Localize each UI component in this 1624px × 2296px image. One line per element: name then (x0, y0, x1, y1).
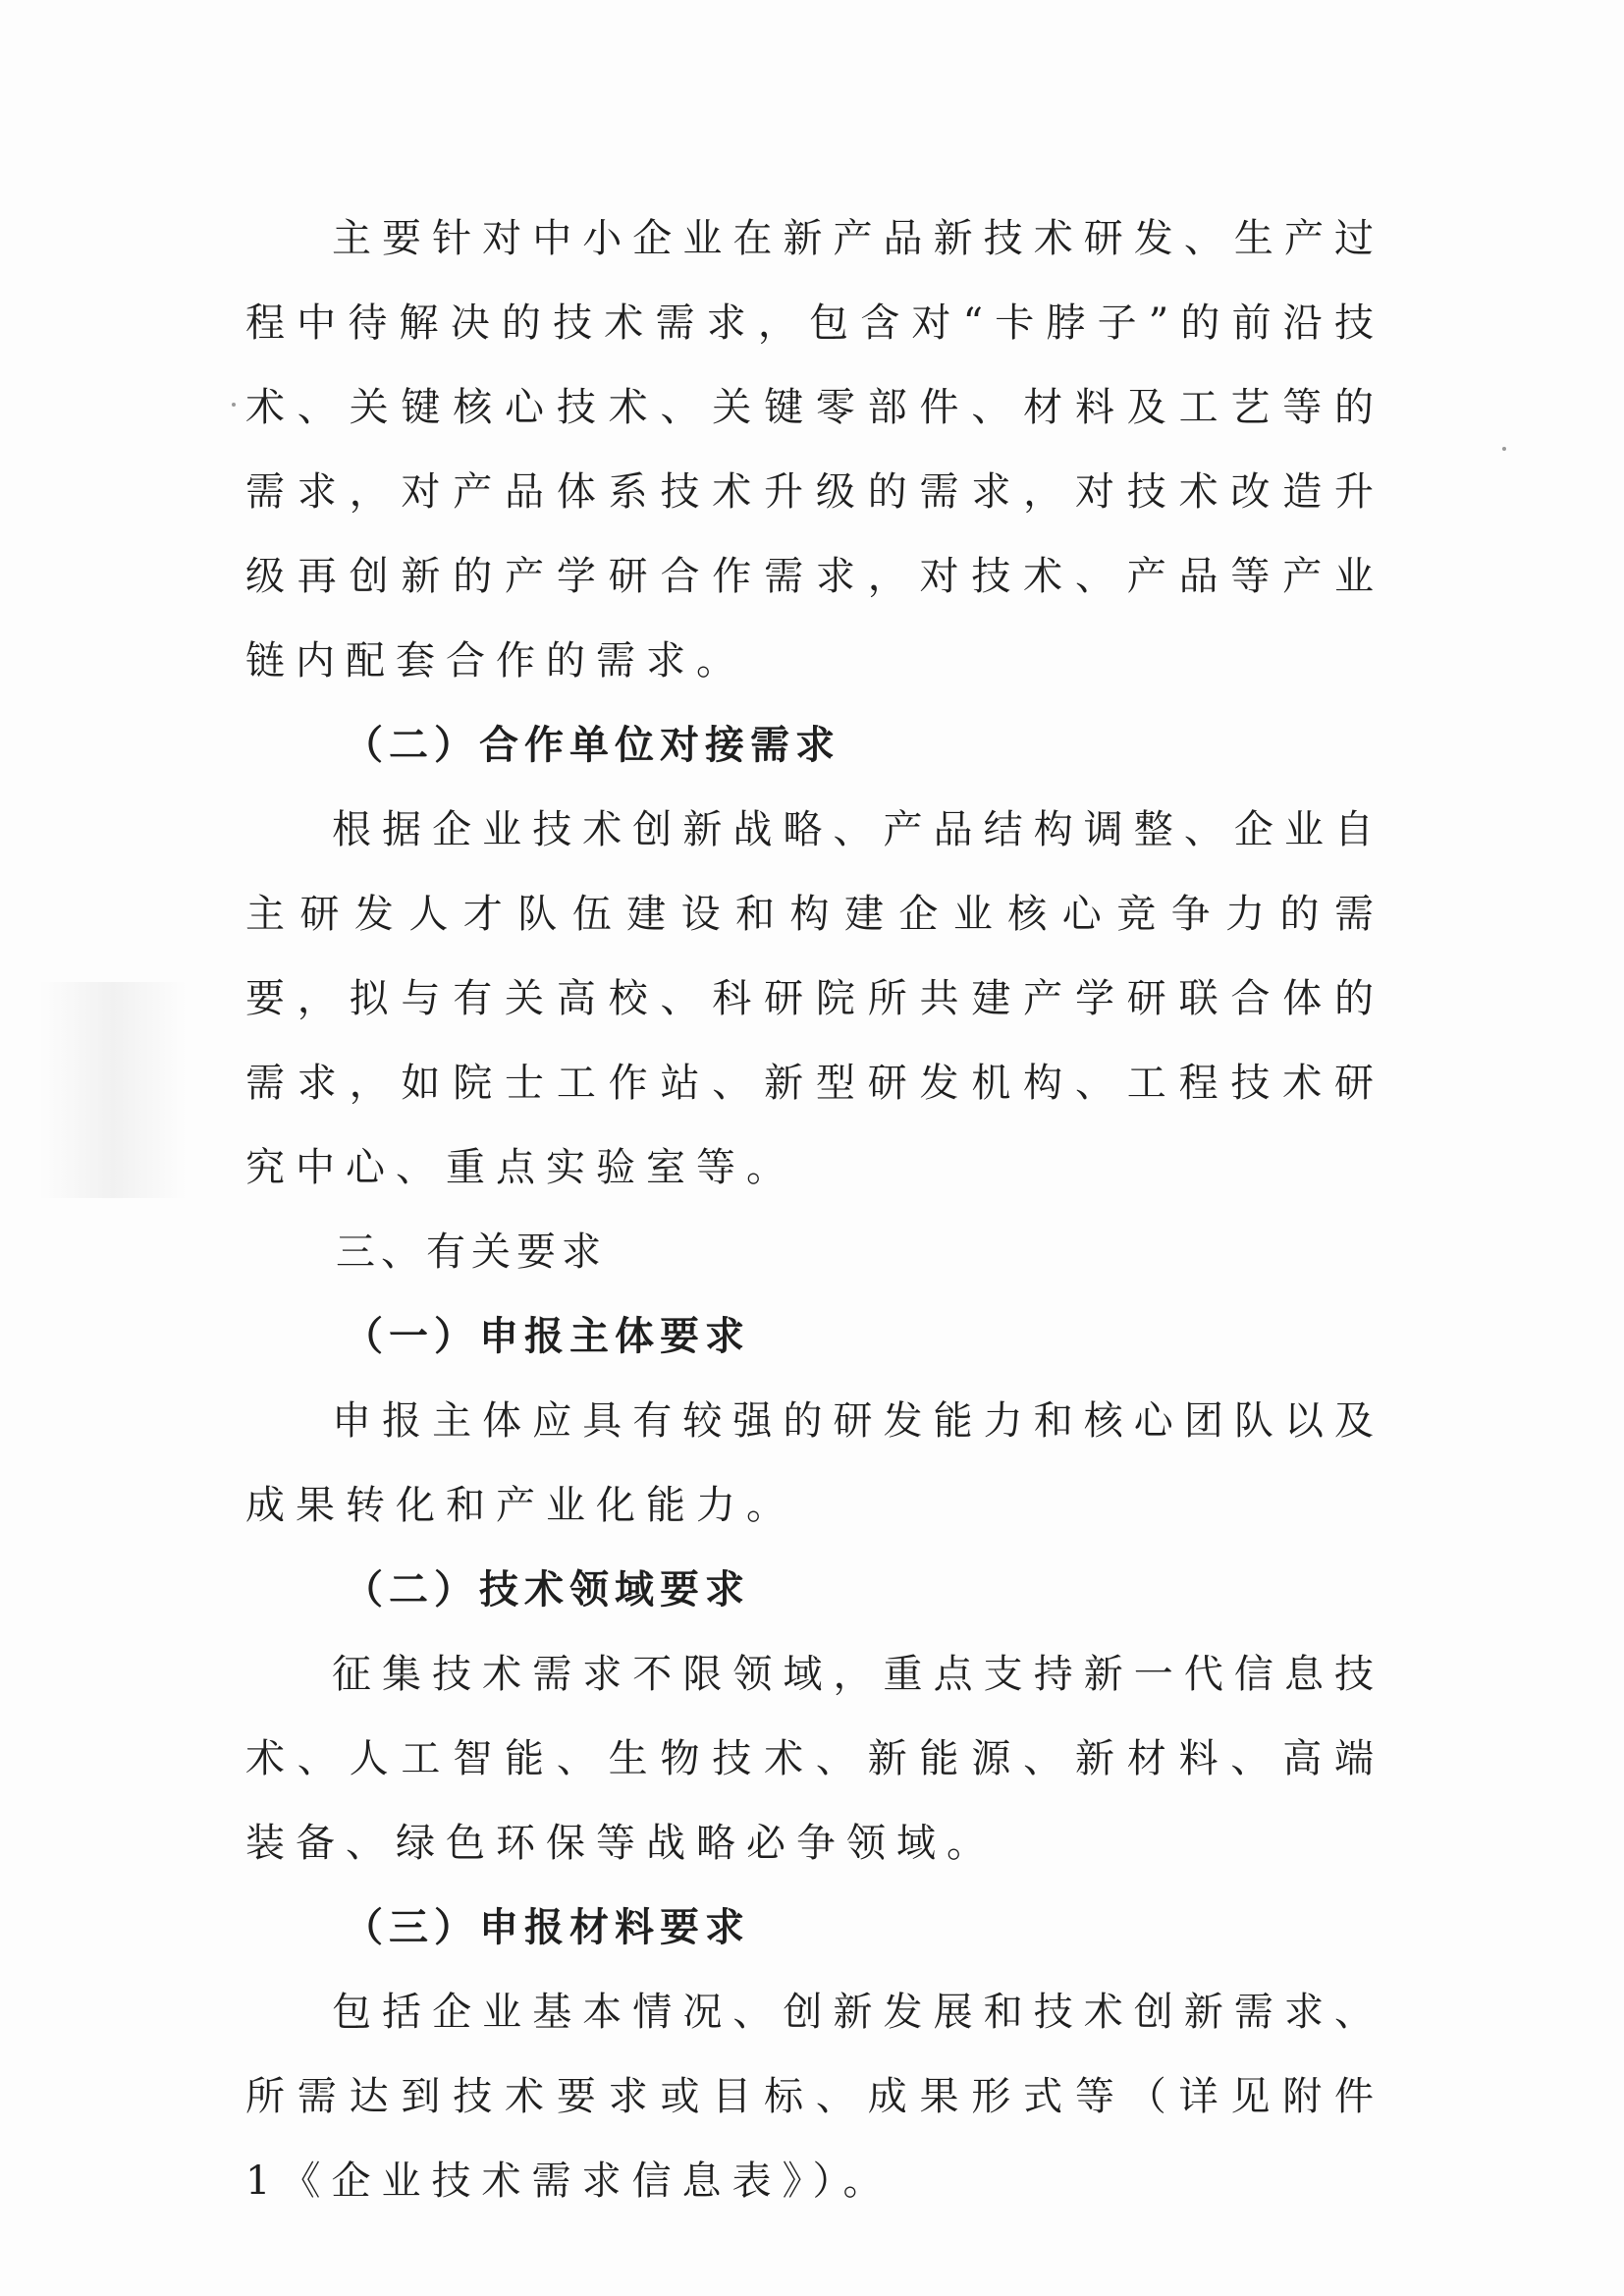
paragraph-tech-field-requirements: 征集技术需求不限领域，重点支持新一代信息技术、人工智能、生物技术、新能源、新材料、高端装备、绿色环保等战略必争领域。 (245, 1652, 1384, 1866)
subheading-materials-requirements: （三）申报材料要求 (344, 1905, 750, 1950)
section-heading-requirements: 三、有关要求 (336, 1230, 607, 1275)
document-body (245, 196, 1384, 2223)
paragraph-materials-requirements: 包括企业基本情况、创新发展和技术创新需求、所需达到技术要求或目标、成果形式等（详见附件 1《企业技术需求信息表》）。 (245, 1990, 1384, 2204)
subheading-tech-field-requirements: （二）技术领域要求 (344, 1567, 750, 1613)
scan-speck (232, 403, 236, 407)
scan-shadow (39, 982, 187, 1198)
scan-speck (1502, 447, 1506, 451)
paragraph-tech-needs: 主要针对中小企业在新产品新技术研发、生产过程中待解决的技术需求，包含对“卡脖子”的前沿技术、关键核心技术、关键零部件、材料及工艺等的需求，对产品体系技术升级的需求，对技术改造升级再创新的产学研合作需求，对技术、产品等产业链内配套合作的需求。 (245, 216, 1384, 683)
paragraph-partner-needs: 根据企业技术创新战略、产品结构调整、企业自主研发人才队伍建设和构建企业核心竞争力的需要，拟与有关高校、科研院所共建产学研联合体的需求，如院士工作站、新型研发机构、工程技术研究中心、重点实验室等。 (245, 807, 1384, 1190)
subheading-applicant-requirements: （一）申报主体要求 (344, 1314, 750, 1359)
subheading-partner-needs: （二）合作单位对接需求 (344, 723, 840, 768)
paragraph-applicant-requirements: 申报主体应具有较强的研发能力和核心团队以及成果转化和产业化能力。 (245, 1398, 1384, 1528)
